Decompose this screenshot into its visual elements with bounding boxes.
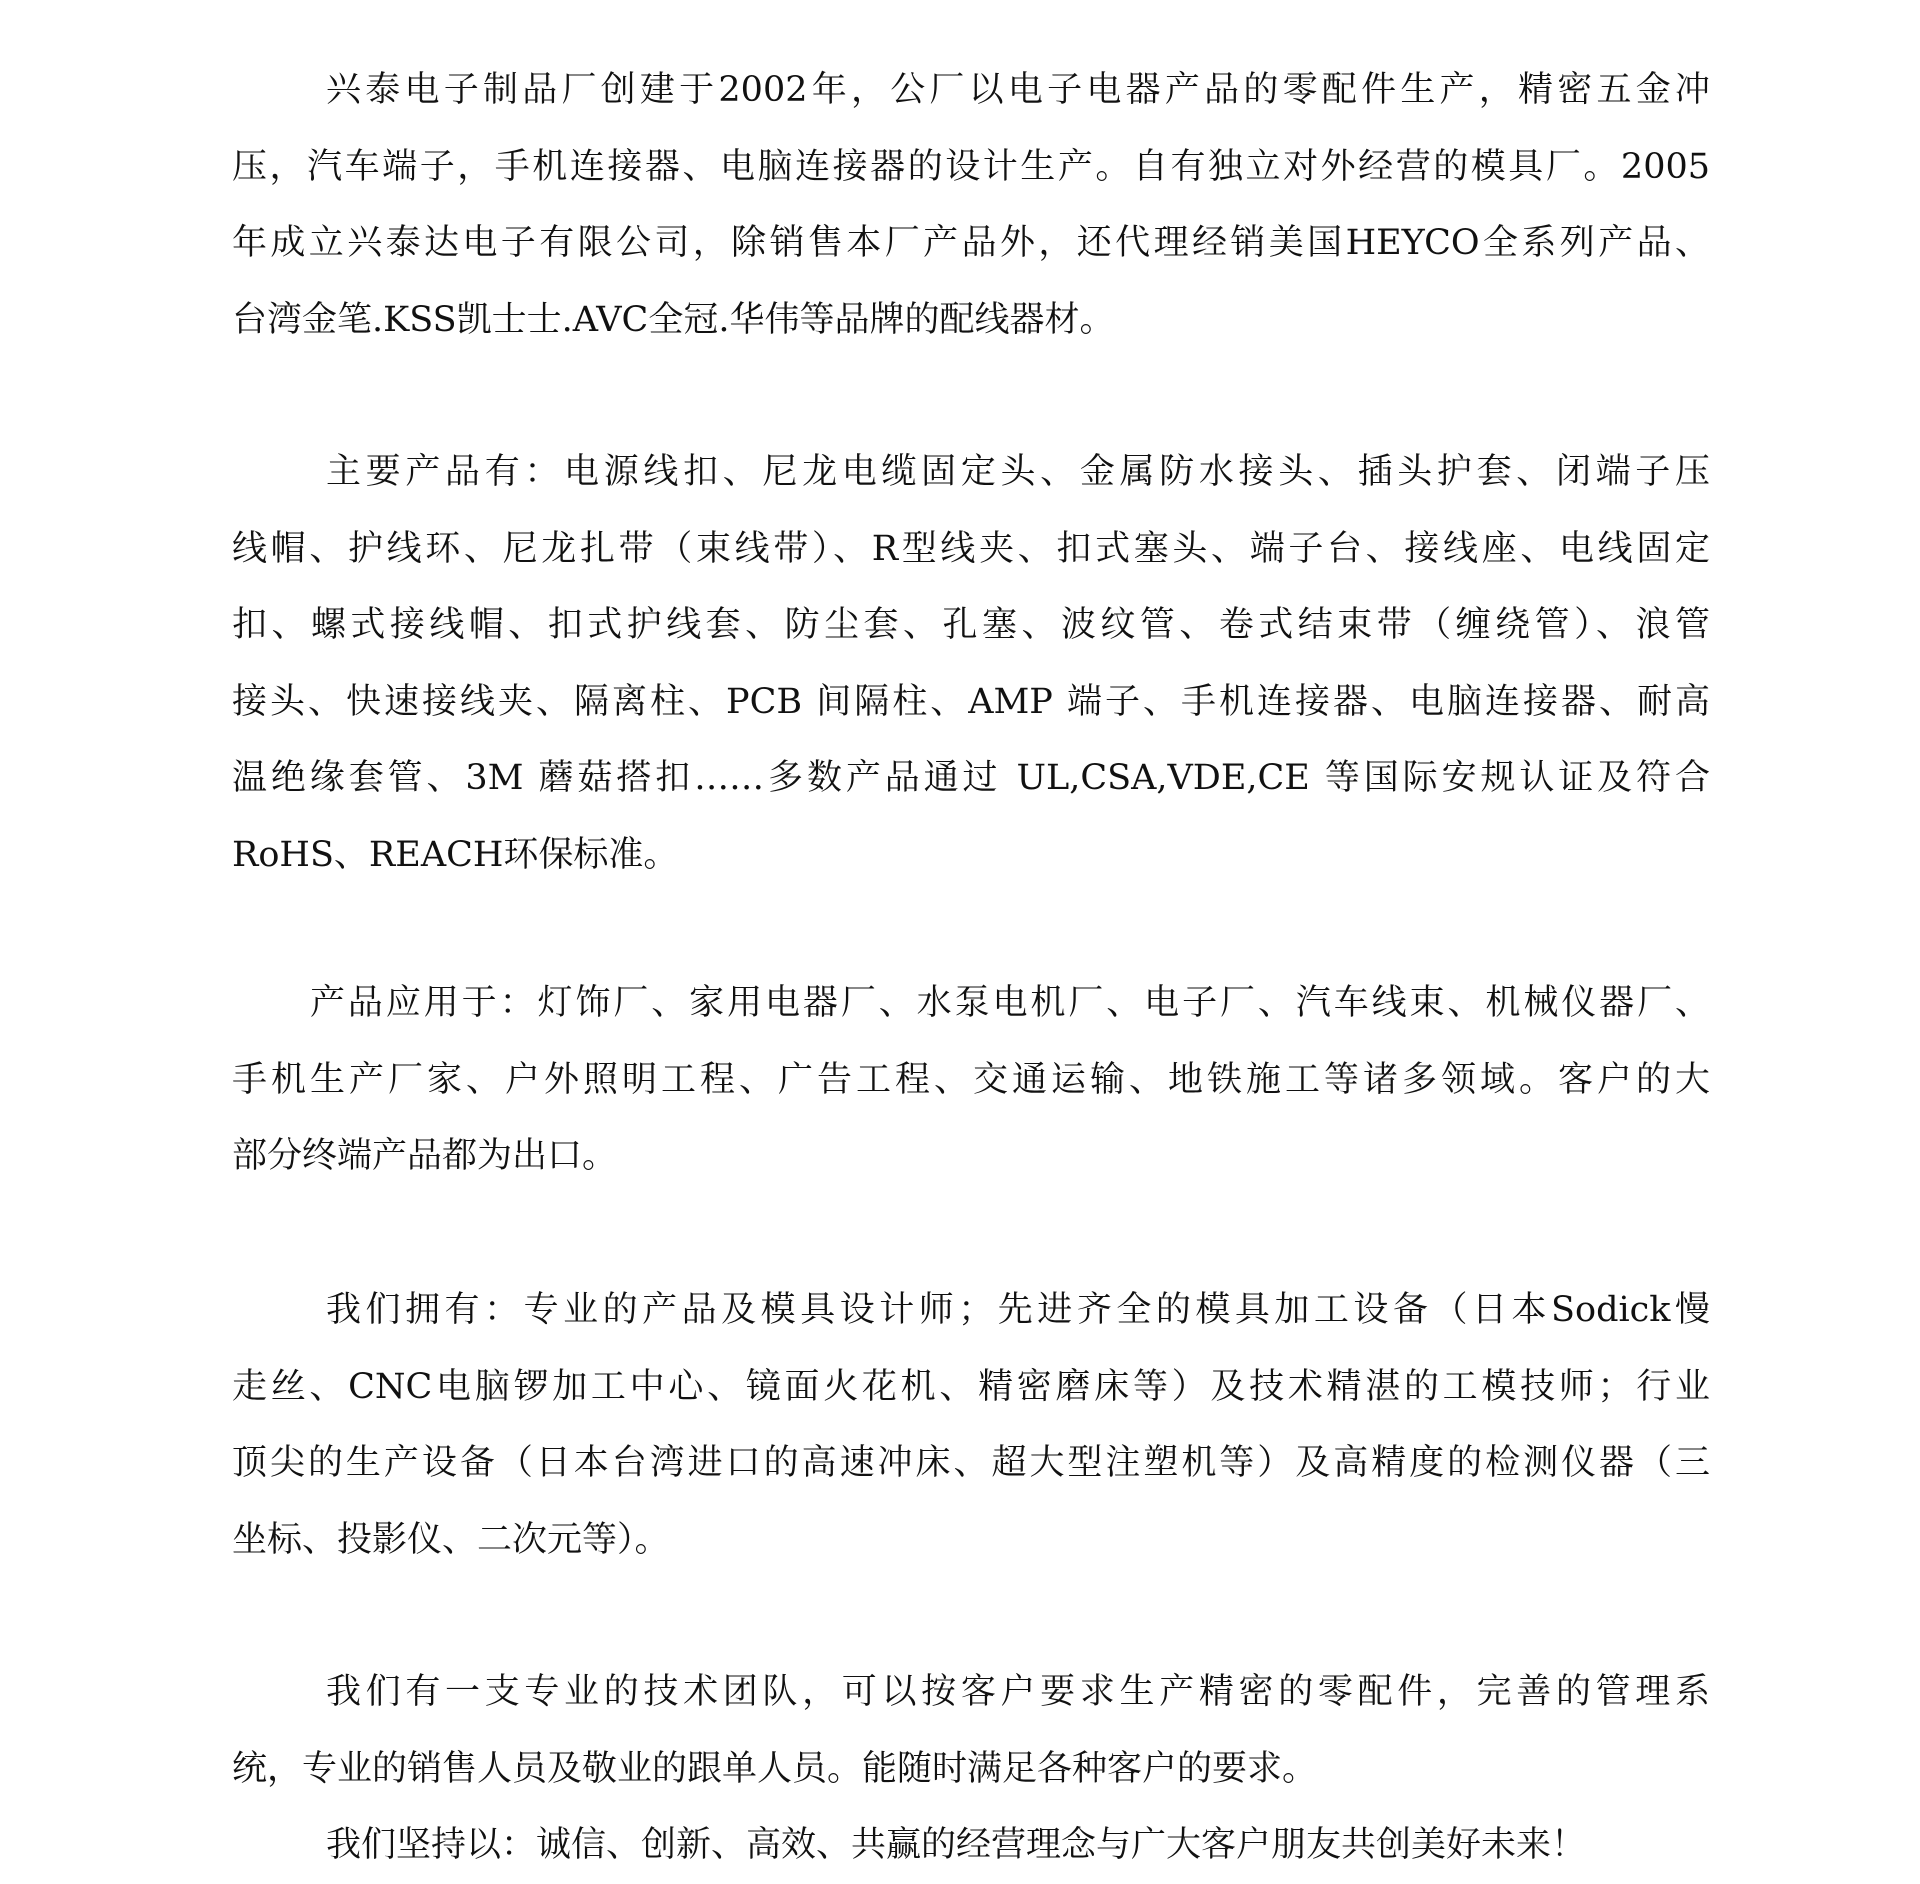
text-line: 主要产品有：电源线扣、尼龙电缆固定头、金属防水接头、插头护套、闭端子压 xyxy=(326,452,1710,492)
paragraph-philosophy xyxy=(232,1807,1710,1884)
paragraph-equipment xyxy=(232,1272,1710,1578)
text-line: 部分终端产品都为出口。 xyxy=(232,1136,618,1176)
text-line: 统，专业的销售人员及敬业的跟单人员。能随时满足各种客户的要求。 xyxy=(232,1748,1318,1789)
text-line: 产品应用于：灯饰厂、家用电器厂、水泵电机厂、电子厂、汽车线束、机械仪器厂、 xyxy=(310,983,1710,1023)
text-line: 接头、快速接线夹、隔离柱、PCB 间隔柱、AMP 端子、手机连接器、电脑连接器、耐高 xyxy=(232,681,1710,722)
text-line: 我们有一支专业的技术团队，可以按客户要求生产精密的零配件，完善的管理系 xyxy=(326,1672,1710,1712)
text-line: RoHS、REACH环保标准。 xyxy=(232,834,679,875)
text-line: 年成立兴泰达电子有限公司，除销售本厂产品外，还代理经销美国HEYCO全系列产品、 xyxy=(232,223,1710,263)
text-line: 兴泰电子制品厂创建于2002年，公厂以电子电器产品的零配件生产，精密五金冲 xyxy=(326,70,1710,110)
text-line: 我们拥有：专业的产品及模具设计师；先进齐全的模具加工设备（日本Sodick慢 xyxy=(326,1290,1710,1330)
text-line: 走丝、CNC电脑锣加工中心、镜面火花机、精密磨床等）及技术精湛的工模技师；行业 xyxy=(232,1366,1710,1407)
text-line: 顶尖的生产设备（日本台湾进口的高速冲床、超大型注塑机等）及高精度的检测仪器（三 xyxy=(232,1443,1710,1483)
text-line: 台湾金笔.KSS凯士士.AVC全冠.华伟等品牌的配线器材。 xyxy=(232,299,1115,340)
paragraph-main-products xyxy=(232,434,1710,893)
paragraph-applications xyxy=(232,965,1710,1195)
paragraph-company-history xyxy=(232,52,1710,358)
text-line: 线帽、护线环、尼龙扎带（束线带）、R型线夹、扣式塞头、端子台、接线座、电线固定 xyxy=(232,528,1710,569)
paragraph-team xyxy=(232,1654,1710,1807)
text-line: 温绝缘套管、3M 蘑菇搭扣……多数产品通过 UL,CSA,VDE,CE 等国际安规认证及符合 xyxy=(232,758,1710,798)
text-line: 我们坚持以：诚信、创新、高效、共赢的经营理念与广大客户朋友共创美好未来！ xyxy=(326,1825,1587,1865)
text-line: 压，汽车端子，手机连接器、电脑连接器的设计生产。自有独立对外经营的模具厂。2005 xyxy=(232,146,1710,187)
text-line: 手机生产厂家、户外照明工程、广告工程、交通运输、地铁施工等诸多领域。客户的大 xyxy=(232,1059,1710,1100)
text-line: 扣、螺式接线帽、扣式护线套、防尘套、孔塞、波纹管、卷式结束带（缠绕管）、浪管 xyxy=(232,605,1710,645)
text-line: 坐标、投影仪、二次元等）。 xyxy=(232,1519,670,1560)
